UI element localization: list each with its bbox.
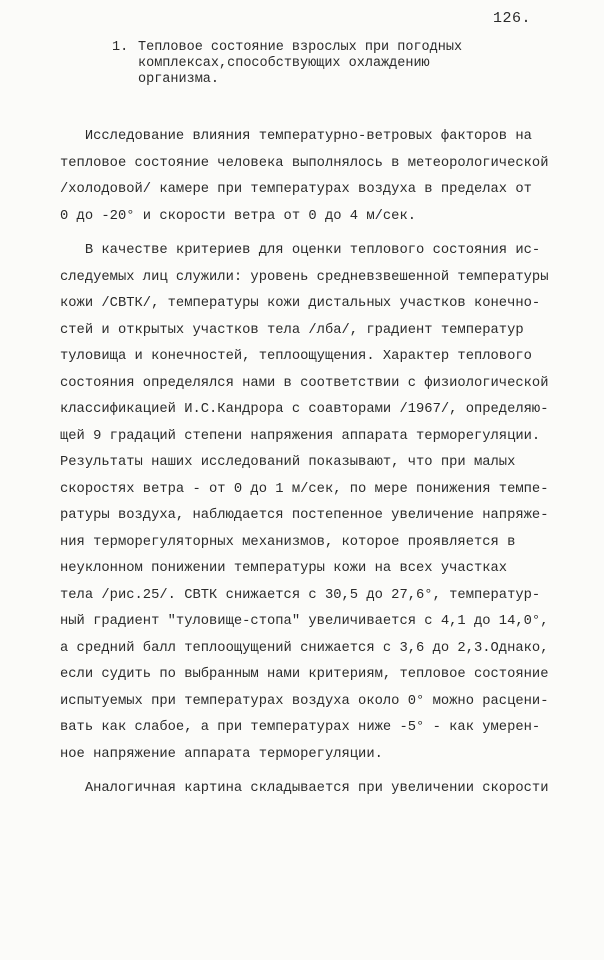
text-line: классификацией И.С.Кандрора с соавторами /1967/, определяю- bbox=[60, 402, 549, 417]
page-number: 126. bbox=[493, 10, 532, 27]
section-heading bbox=[112, 40, 572, 88]
text-line: испытуемых при температурах воздуха около 0° можно расцени- bbox=[60, 693, 549, 709]
text-line: стей и открытых участков тела /лба/, градиент температур bbox=[60, 322, 524, 338]
text-line: /холодовой/ камере при температурах воздуха в пределах от bbox=[60, 182, 532, 197]
section-number: 1. bbox=[112, 40, 129, 55]
heading-line: организма. bbox=[138, 72, 220, 87]
text-line: 0 до -20° и скорости ветра от 0 до 4 м/сек. bbox=[60, 208, 417, 224]
heading-line: комплексах,способствующих охлаждению bbox=[138, 56, 430, 71]
text-line: тепловое состояние человека выполнялось в метеорологической bbox=[60, 155, 549, 171]
text-line: Исследование влияния температурно-ветровых факторов на bbox=[60, 129, 532, 144]
text-line: ратуры воздуха, наблюдается постепенное увеличение напряже- bbox=[60, 508, 549, 523]
heading-line: Тепловое состояние взрослых при погодных bbox=[138, 40, 463, 55]
paragraph bbox=[60, 124, 580, 230]
text-line: скоростях ветра - от 0 до 1 м/сек, по мере понижения темпе- bbox=[60, 481, 549, 497]
text-line: состояния определялся нами в соответствии с физиологической bbox=[60, 375, 549, 391]
text-line: щей 9 градаций степени напряжения аппарата терморегуляции. bbox=[60, 428, 541, 444]
text-line: следуемых лиц служили: уровень средневзвешенной температуры bbox=[60, 269, 549, 285]
text-line: ное напряжение аппарата терморегуляции. bbox=[60, 746, 383, 762]
text-line: вать как слабое, а при температурах ниже -5° - как умерен- bbox=[60, 720, 541, 735]
text-line: туловища и конечностей, теплоощущения. Характер теплового bbox=[60, 349, 532, 364]
text-line: ния терморегуляторных механизмов, которое проявляется в bbox=[60, 534, 516, 550]
text-line: кожи /СВТК/, температуры кожи дистальных участков конечно- bbox=[60, 296, 541, 311]
text-line: ный градиент "туловище-стопа" увеличивается с 4,1 до 14,0°, bbox=[60, 614, 549, 629]
paragraph bbox=[60, 776, 580, 803]
text-line: Результаты наших исследований показывают, что при малых bbox=[60, 455, 516, 470]
text-line: тела /рис.25/. СВТК снижается с 30,5 до 27,6°, температур- bbox=[60, 587, 541, 603]
text-line: Аналогичная картина складывается при увеличении скорости bbox=[60, 781, 549, 796]
text-line: неуклонном понижении температуры кожи на всех участках bbox=[60, 561, 508, 576]
body-text bbox=[60, 124, 580, 803]
text-line: а средний балл теплоощущений снижается с 3,6 до 2,3.Однако, bbox=[60, 640, 549, 656]
paragraph bbox=[60, 238, 580, 768]
text-line: если судить по выбранным нами критериям, тепловое состояние bbox=[60, 667, 549, 682]
text-line: В качестве критериев для оценки теплового состояния ис- bbox=[60, 243, 541, 258]
